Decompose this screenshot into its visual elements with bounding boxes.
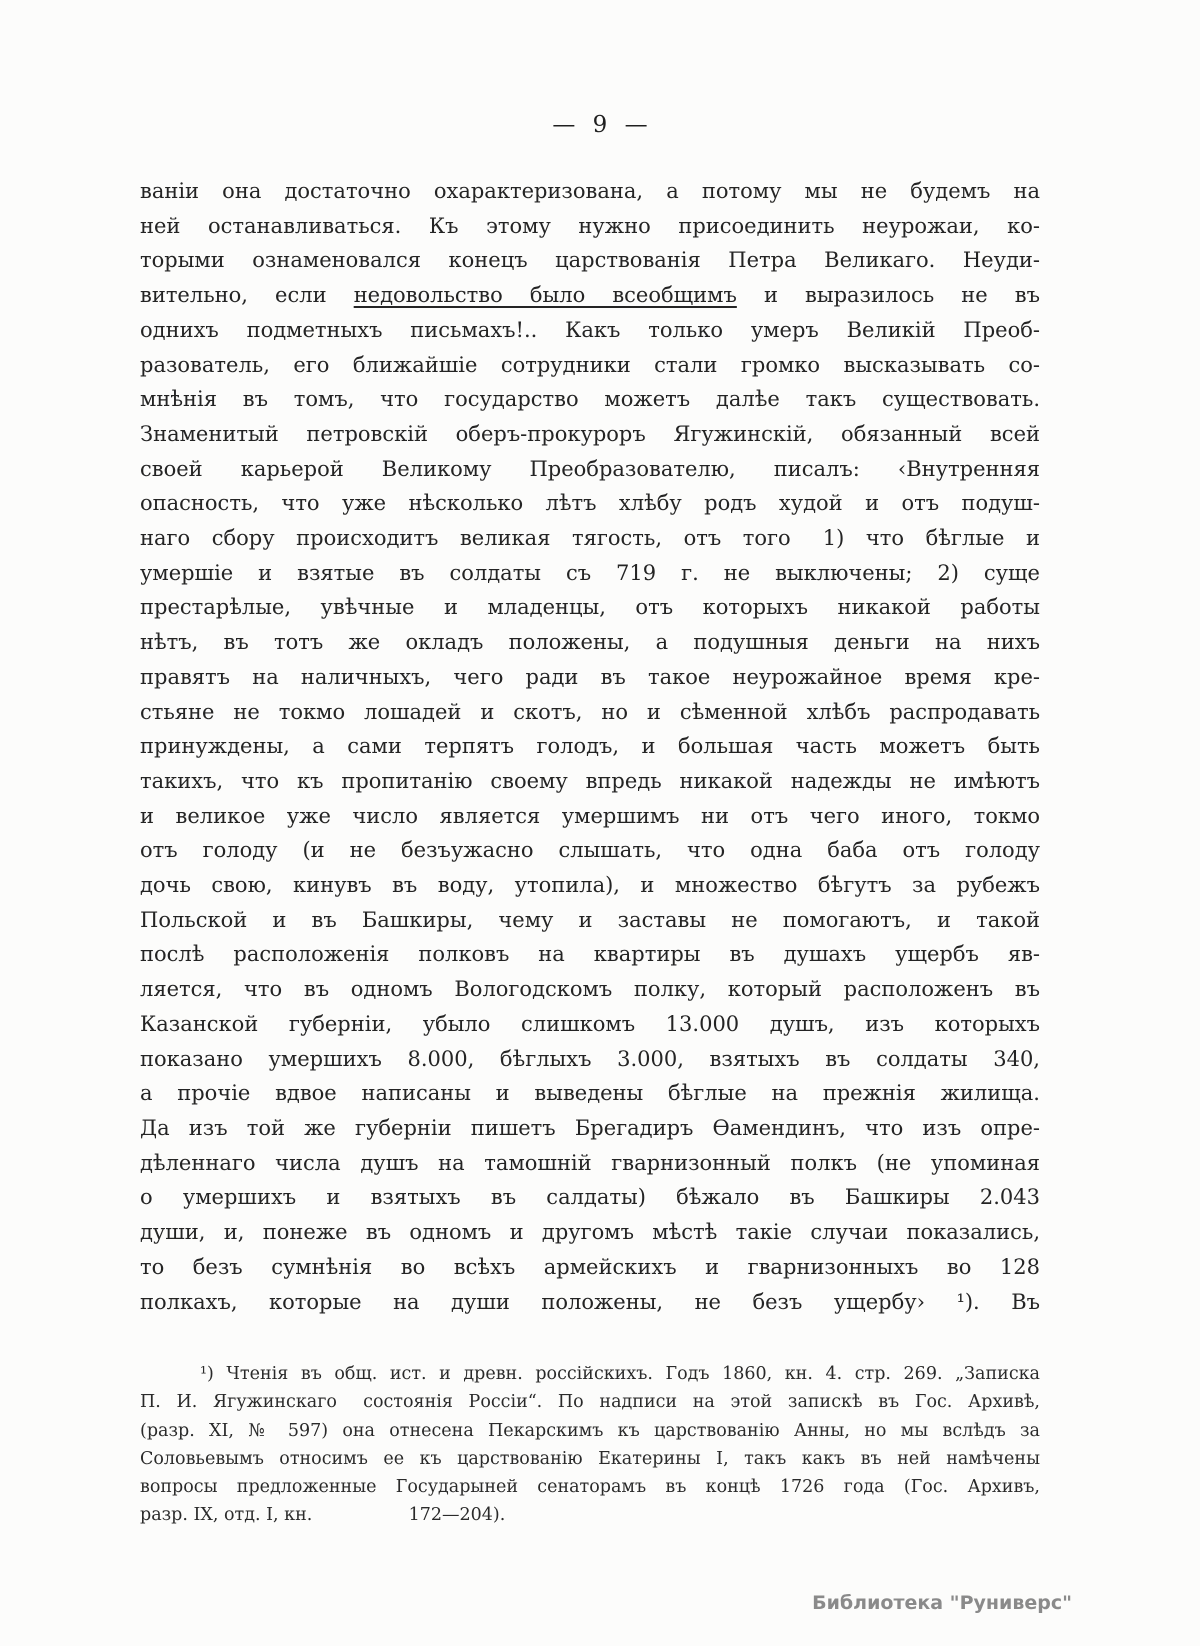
library-watermark: Библиотека "Руниверс"	[812, 1592, 1072, 1614]
body-line	[140, 278, 1040, 313]
body-line: отъ голоду (и не безъужасно слышать, что одна баба отъ голоду	[140, 838, 1040, 863]
body-line: Знаменитый петровскій оберъ-прокуроръ Ягужинскій, обязанный всей	[140, 421, 1040, 446]
footnote-line: П. И. Ягужинскаго состоянія Россіи“. По надписи на этой запискѣ въ Гос. Архивѣ,	[140, 1392, 1040, 1413]
body-line-segment: вительно, если	[140, 283, 354, 308]
body-line: опасность, что уже нѣсколько лѣтъ хлѣбу родъ худой и отъ подуш-	[140, 491, 1040, 516]
body-line: своей карьерой Великому Преобразователю, писалъ: ‹Внутренняя	[140, 456, 1040, 481]
body-line: послѣ расположенія полковъ на квартиры въ душахъ ущербъ яв-	[140, 942, 1040, 967]
body-line: а прочіе вдвое написаны и выведены бѣглые на прежнія жилища.	[140, 1081, 1040, 1106]
body-line: Да изъ той же губерніи пишетъ Брегадиръ Ѳамендинъ, что изъ опре-	[140, 1115, 1040, 1140]
body-line: дѣленнаго числа душъ на тамошній гварнизонный полкъ (не упоминая	[140, 1150, 1040, 1175]
body-line: ваніи она достаточно охарактеризована, а потому мы не будемъ на	[140, 179, 1040, 203]
footnote-line: ¹) Чтенія въ общ. ист. и древн. россійскихъ. Годъ 1860, кн. 4. стр. 269. „Записка	[200, 1364, 1040, 1384]
underlined-phrase: недовольство было всеобщимъ	[353, 283, 737, 308]
body-line: умершіе и взятые въ солдаты съ 719 г. не выключены; 2) суще	[140, 560, 1040, 585]
body-line: мнѣнія въ томъ, что государство можетъ далѣе такъ существовать.	[140, 387, 1040, 412]
page-number: — 9 —	[552, 112, 648, 138]
body-line: Казанской губерніи, убыло слишкомъ 13.000 душъ, изъ которыхъ	[140, 1011, 1040, 1036]
body-line: то безъ сумнѣнія во всѣхъ армейскихъ и гварнизонныхъ во 128	[140, 1254, 1040, 1279]
body-line: показано умершихъ 8.000, бѣглыхъ 3.000, взятыхъ въ солдаты 340,	[140, 1046, 1040, 1071]
body-line: торыми ознаменовался конецъ царствованія Петра Великаго. Неуди-	[140, 248, 1040, 273]
body-line: правятъ на наличныхъ, чего ради въ такое неурожайное время кре-	[140, 664, 1040, 689]
body-line: стьяне не токмо лошадей и скотъ, но и сѣменной хлѣбъ распродавать	[140, 699, 1040, 724]
body-line: души, и, понеже въ одномъ и другомъ мѣстѣ такіе случаи показались,	[140, 1220, 1040, 1245]
body-line: Польской и въ Башкиры, чему и заставы не помогаютъ, и такой	[140, 907, 1040, 932]
footnote-line: разр. IX, отд. I, кн. 172—204).	[140, 1505, 506, 1526]
body-text	[140, 174, 1040, 1319]
body-line: принуждены, а сами терпятъ голодъ, и большая часть можетъ быть	[140, 734, 1040, 759]
body-line: наго сбору происходитъ великая тягость, отъ того 1) что бѣглые и	[140, 526, 1040, 551]
footnote-line: вопросы предложенные Государыней сенаторамъ въ концѣ 1726 года (Гос. Архивъ,	[140, 1477, 1040, 1498]
footnote-line: Соловьевымъ относимъ ее къ царствованію Екатерины I, такъ какъ въ ней намѣчены	[140, 1448, 1040, 1469]
body-line: нѣтъ, въ тотъ же окладъ положены, а подушныя деньги на нихъ	[140, 630, 1040, 655]
body-line: ней останавливаться. Къ этому нужно присоединить неурожаи, ко-	[140, 213, 1040, 238]
body-line: дочь свою, кинувъ въ воду, утопила), и множество бѣгутъ за рубежъ	[140, 873, 1040, 898]
body-line: полкахъ, которые на души положены, не безъ ущербу› ¹). Въ	[140, 1289, 1040, 1314]
body-line: разователь, его ближайшіе сотрудники стали громко высказывать со-	[140, 352, 1040, 377]
footnote-line: (разр. XI, № 597) она отнесена Пекарскимъ къ царствованію Анны, но мы вслѣдъ за	[140, 1420, 1040, 1441]
body-line-segment: и выразилось не въ	[736, 283, 1040, 308]
body-line: о умершихъ и взятыхъ въ салдаты) бѣжало въ Башкиры 2.043	[140, 1185, 1040, 1210]
body-line: престарѣлые, увѣчные и младенцы, отъ которыхъ никакой работы	[140, 595, 1040, 620]
body-line: и великое уже число является умершимъ ни отъ чего иного, токмо	[140, 803, 1040, 828]
body-line: ляется, что въ одномъ Вологодскомъ полку, который расположенъ въ	[140, 977, 1040, 1002]
footnote	[140, 1360, 1040, 1530]
body-line: однихъ подметныхъ письмахъ!.. Какъ только умеръ Великій Преоб-	[140, 317, 1040, 342]
body-line: такихъ, что къ пропитанію своему впредь никакой надежды не имѣютъ	[140, 768, 1040, 793]
